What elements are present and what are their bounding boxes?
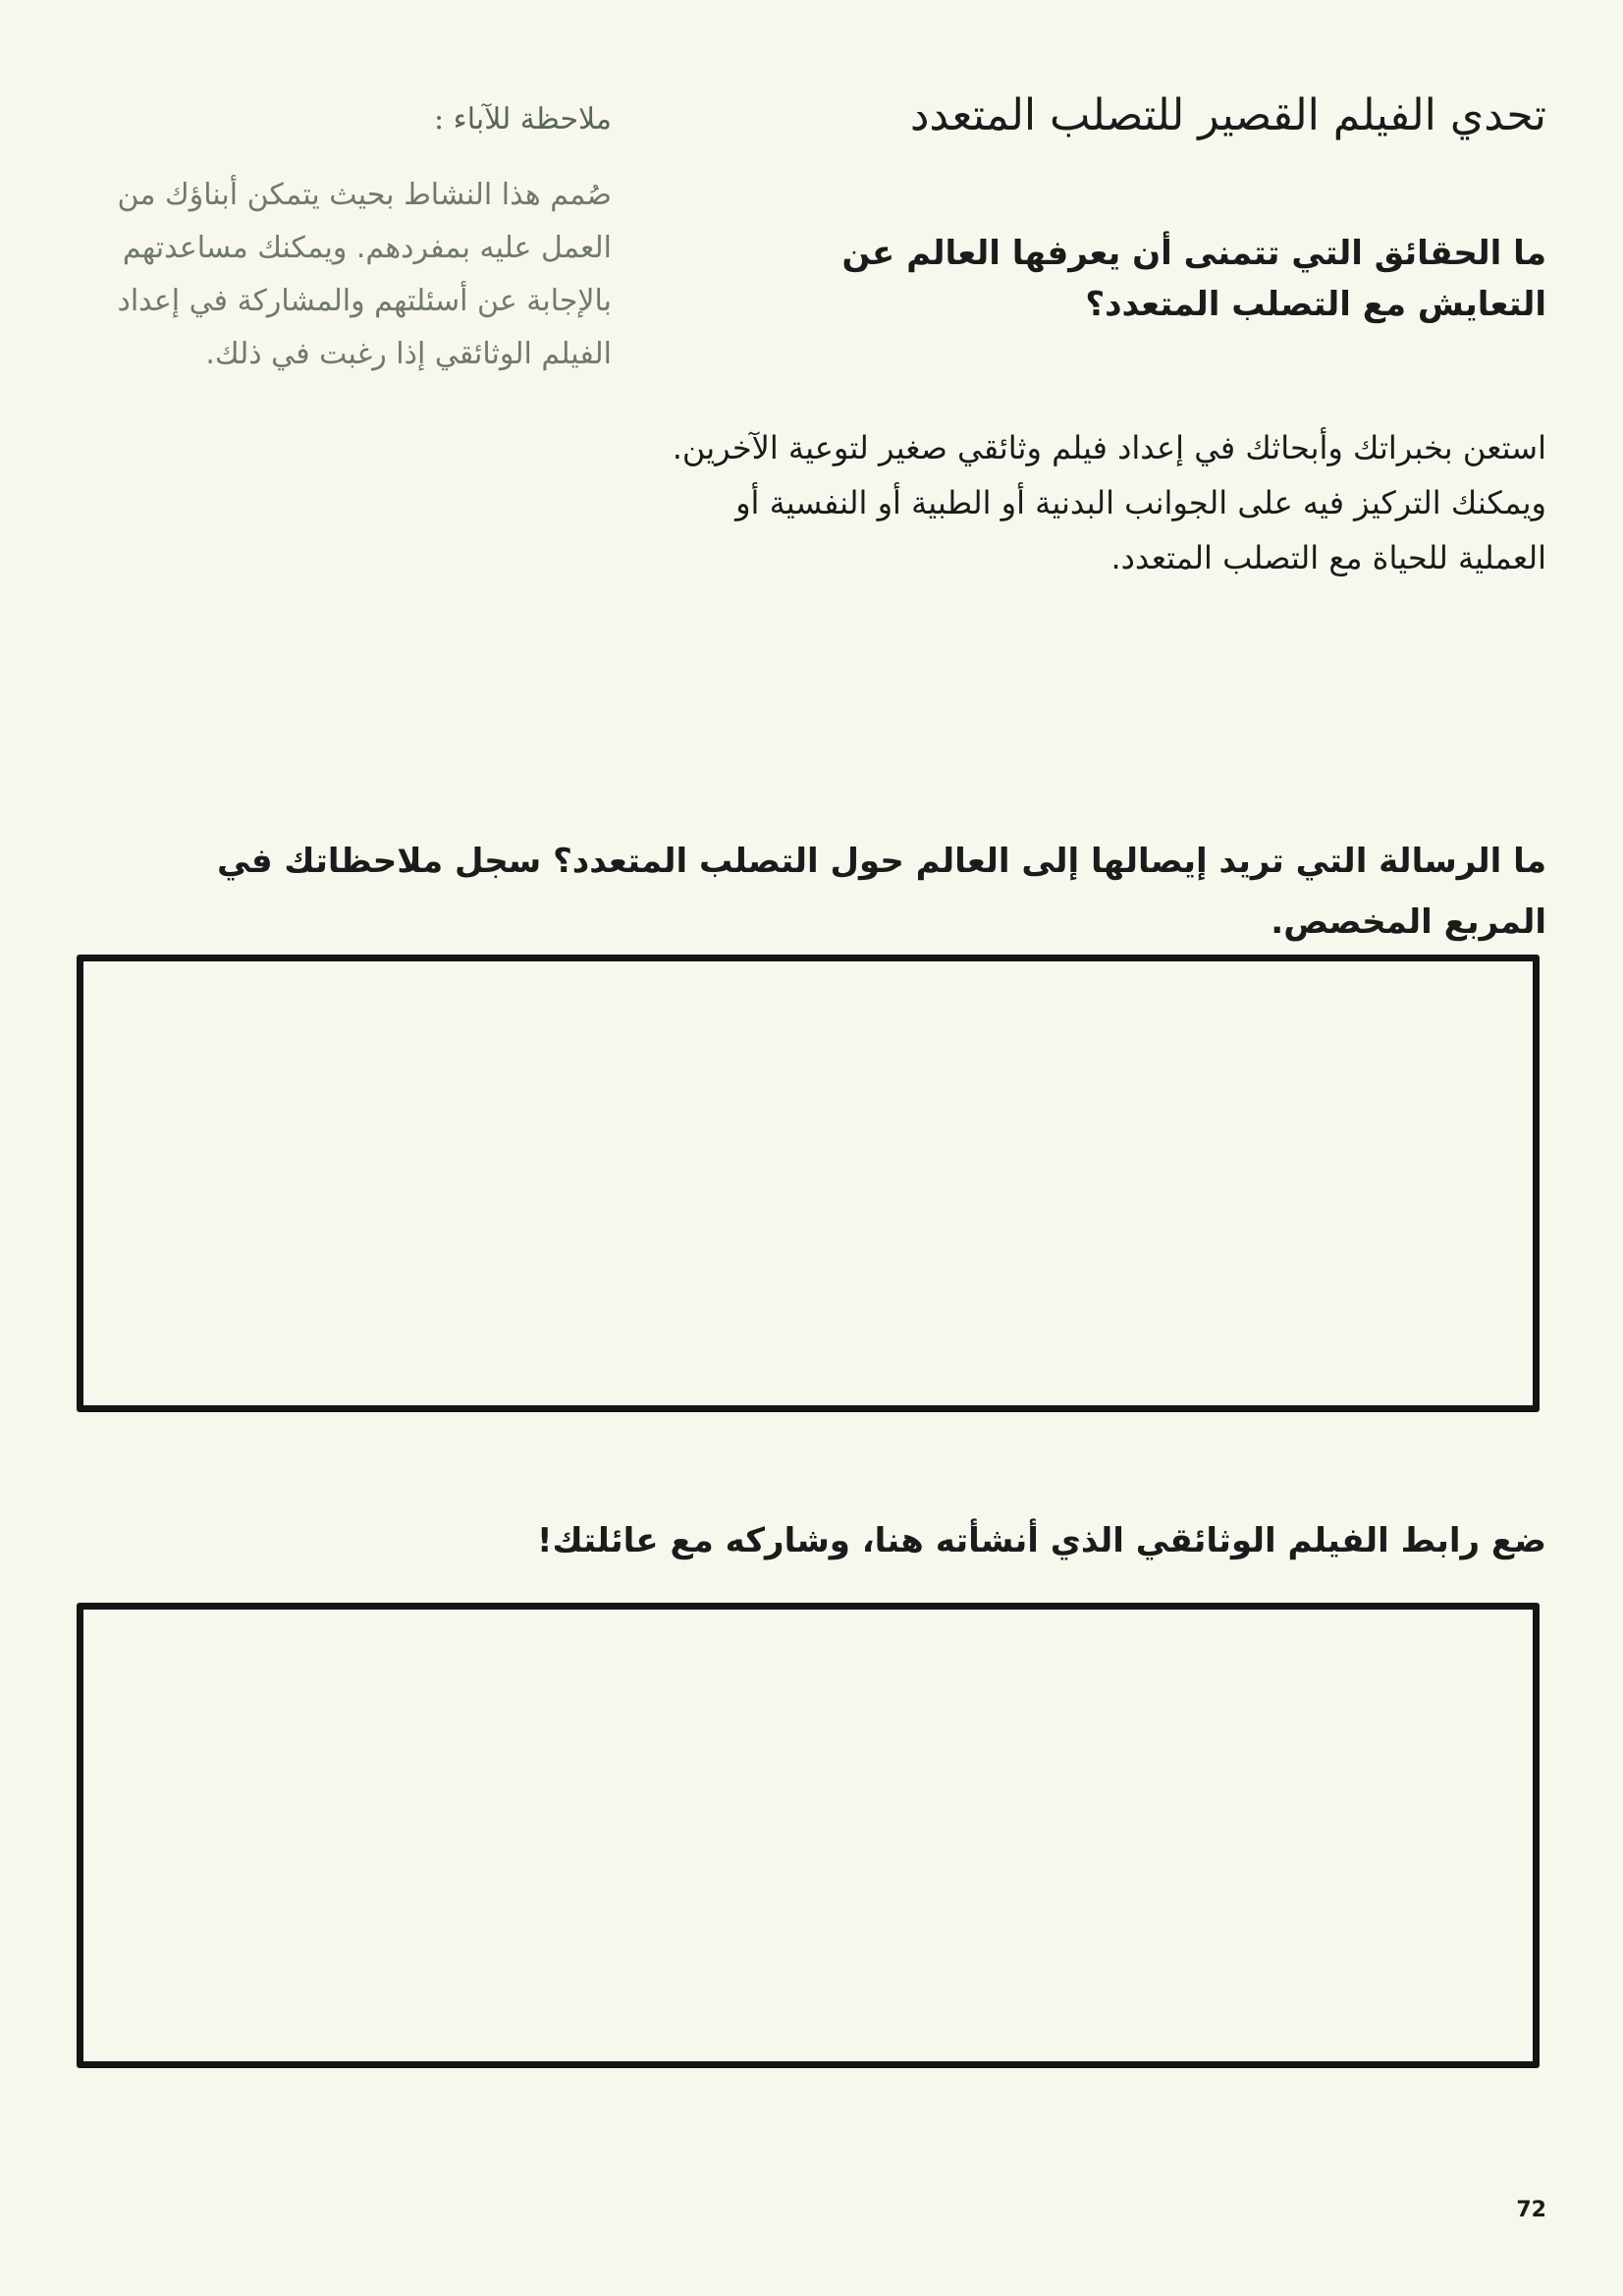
page-title: تحدي الفيلم القصير للتصلب المتعدد: [909, 90, 1546, 140]
question-message: ما الرسالة التي تريد إيصالها إلى العالم حول التصلب المتعدد؟ سجل ملاحظاتك في المربع المخصص.: [216, 842, 1546, 942]
question-link: ضع رابط الفيلم الوثائقي الذي أنشأته هنا، وشاركه مع عائلتك!: [536, 1521, 1546, 1560]
page-number: 72: [1516, 2198, 1546, 2222]
question-facts: ما الحقائق التي تتمنى أن يعرفها العالم عن التعايش مع التصلب المتعدد؟: [841, 234, 1546, 324]
documentary-link-box[interactable]: [77, 1603, 1540, 2068]
parents-note-heading: ملاحظة للآباء :: [433, 102, 612, 137]
instructions-paragraph: استعن بخبراتك وأبحاثك في إعداد فيلم وثائقي صغير لتوعية الآخرين. ويمكنك التركيز فيه على الجوانب البدنية أو الطبية أو النفسية أو العملية للحياة مع التصلب المتعدد.: [672, 429, 1546, 576]
parents-note-text: صُمم هذا النشاط بحيث يتمكن أبناؤك من العمل عليه بمفردهم. ويمكنك مساعدتهم بالإجابة عن أسئلتهم والمشاركة في إعداد الفيلم الوثائقي إذا رغبت في ذلك.: [117, 178, 612, 371]
parents-note: [101, 98, 612, 381]
notes-box[interactable]: [77, 955, 1540, 1412]
